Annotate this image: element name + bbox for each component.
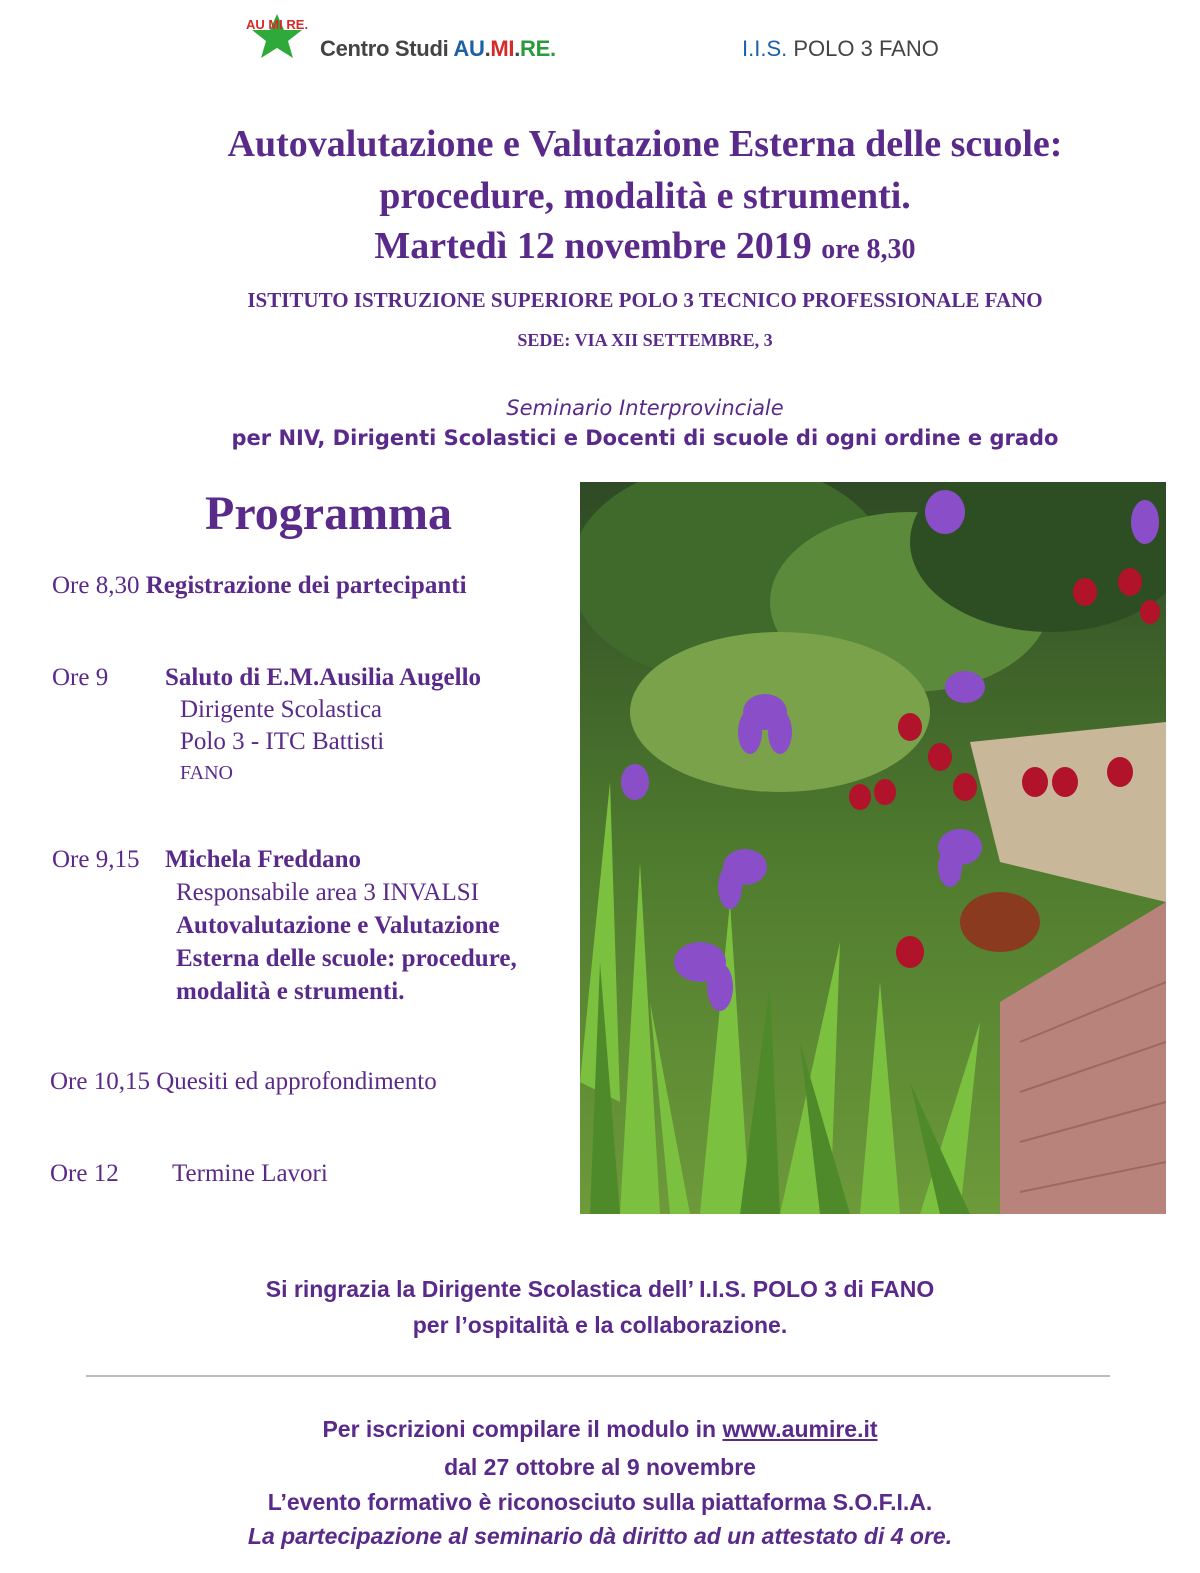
garden-photo: [580, 482, 1166, 1214]
thanks-line-1: Si ringrazia la Dirigente Scolastica dell’ I.I.S. POLO 3 di FANO: [265, 1276, 935, 1302]
program-item-4: [50, 1068, 437, 1096]
title-date: [150, 224, 1140, 268]
registration-text: Per iscrizioni compilare il modulo in: [322, 1416, 723, 1442]
program-item-2-school: Polo 3 - ITC Battisti: [180, 728, 385, 755]
seminar-audience: per NIV, Dirigenti Scolastici e Docenti di scuole di ogni ordine e grado: [231, 426, 1059, 450]
item-time: Ore 8,30: [52, 572, 140, 599]
iis-rest: POLO 3 FANO: [787, 36, 939, 61]
iis-label: [742, 36, 939, 62]
aumire-website-link[interactable]: www.aumire.it: [722, 1416, 878, 1442]
centro-au: AU: [453, 36, 485, 61]
program-item-3-talk-3: modalità e strumenti.: [176, 978, 405, 1005]
seminar-title: Seminario Interprovinciale: [506, 396, 784, 420]
program-item-3-talk-2: Esterna delle scuole: procedure,: [176, 945, 517, 972]
program-item-2-city: FANO: [180, 762, 233, 784]
program-item-5-time: Ore 12: [50, 1160, 119, 1187]
program-item-1: [52, 572, 467, 600]
program-item-2-role: Dirigente Scolastica: [180, 696, 383, 723]
registration-line: [0, 1416, 1200, 1443]
divider: [86, 1375, 1110, 1377]
program-item-3-time: Ore 9,15: [52, 846, 140, 873]
item-time: Ore 10,15: [50, 1068, 150, 1095]
program-item-2-time: Ore 9: [52, 664, 109, 691]
program-item-3-role: Responsabile area 3 INVALSI: [176, 879, 479, 906]
title-line-1: Autovalutazione e Valutazione Esterna delle scuole:: [227, 123, 1063, 165]
centro-prefix: Centro Studi: [320, 36, 454, 61]
item-text: Quesiti ed approfondimento: [156, 1068, 437, 1095]
item-text: Registrazione dei partecipanti: [145, 572, 467, 599]
title-date-text: Martedì 12 novembre 2019: [374, 225, 812, 267]
centro-studi-label: Centro Studi AU.MI.RE.: [320, 36, 556, 61]
logo-text: AU MI RE.: [246, 17, 308, 32]
program-item-3-talk-1: Autovalutazione e Valutazione: [176, 912, 500, 939]
institute-name: ISTITUTO ISTRUZIONE SUPERIORE POLO 3 TECNICO PROFESSIONALE FANO: [247, 288, 1043, 312]
title-time: ore 8,30: [821, 234, 916, 265]
certificate-note: La partecipazione al seminario dà diritto ad un attestato di 4 ore.: [247, 1523, 953, 1549]
registration-dates: dal 27 ottobre al 9 novembre: [444, 1454, 756, 1480]
program-heading: Programma: [205, 487, 453, 540]
aumire-logo: [246, 12, 308, 60]
iis-prefix: I.I.S.: [742, 36, 788, 61]
sofia-recognition: L’evento formativo è riconosciuto sulla piattaforma S.O.F.I.A.: [267, 1489, 933, 1515]
institute-address: SEDE: VIA XII SETTEMBRE, 3: [517, 330, 773, 350]
centro-mi: MI: [490, 36, 515, 61]
centro-re: RE.: [520, 36, 556, 61]
program-item-3-speaker: Michela Freddano: [165, 846, 362, 873]
program-item-2-speaker: Saluto di E.M.Ausilia Augello: [165, 664, 482, 691]
program-item-5-text: Termine Lavori: [172, 1160, 328, 1187]
thanks-line-2: per l’ospitalità e la collaborazione.: [412, 1312, 788, 1338]
title-line-2: procedure, modalità e strumenti.: [379, 175, 911, 217]
